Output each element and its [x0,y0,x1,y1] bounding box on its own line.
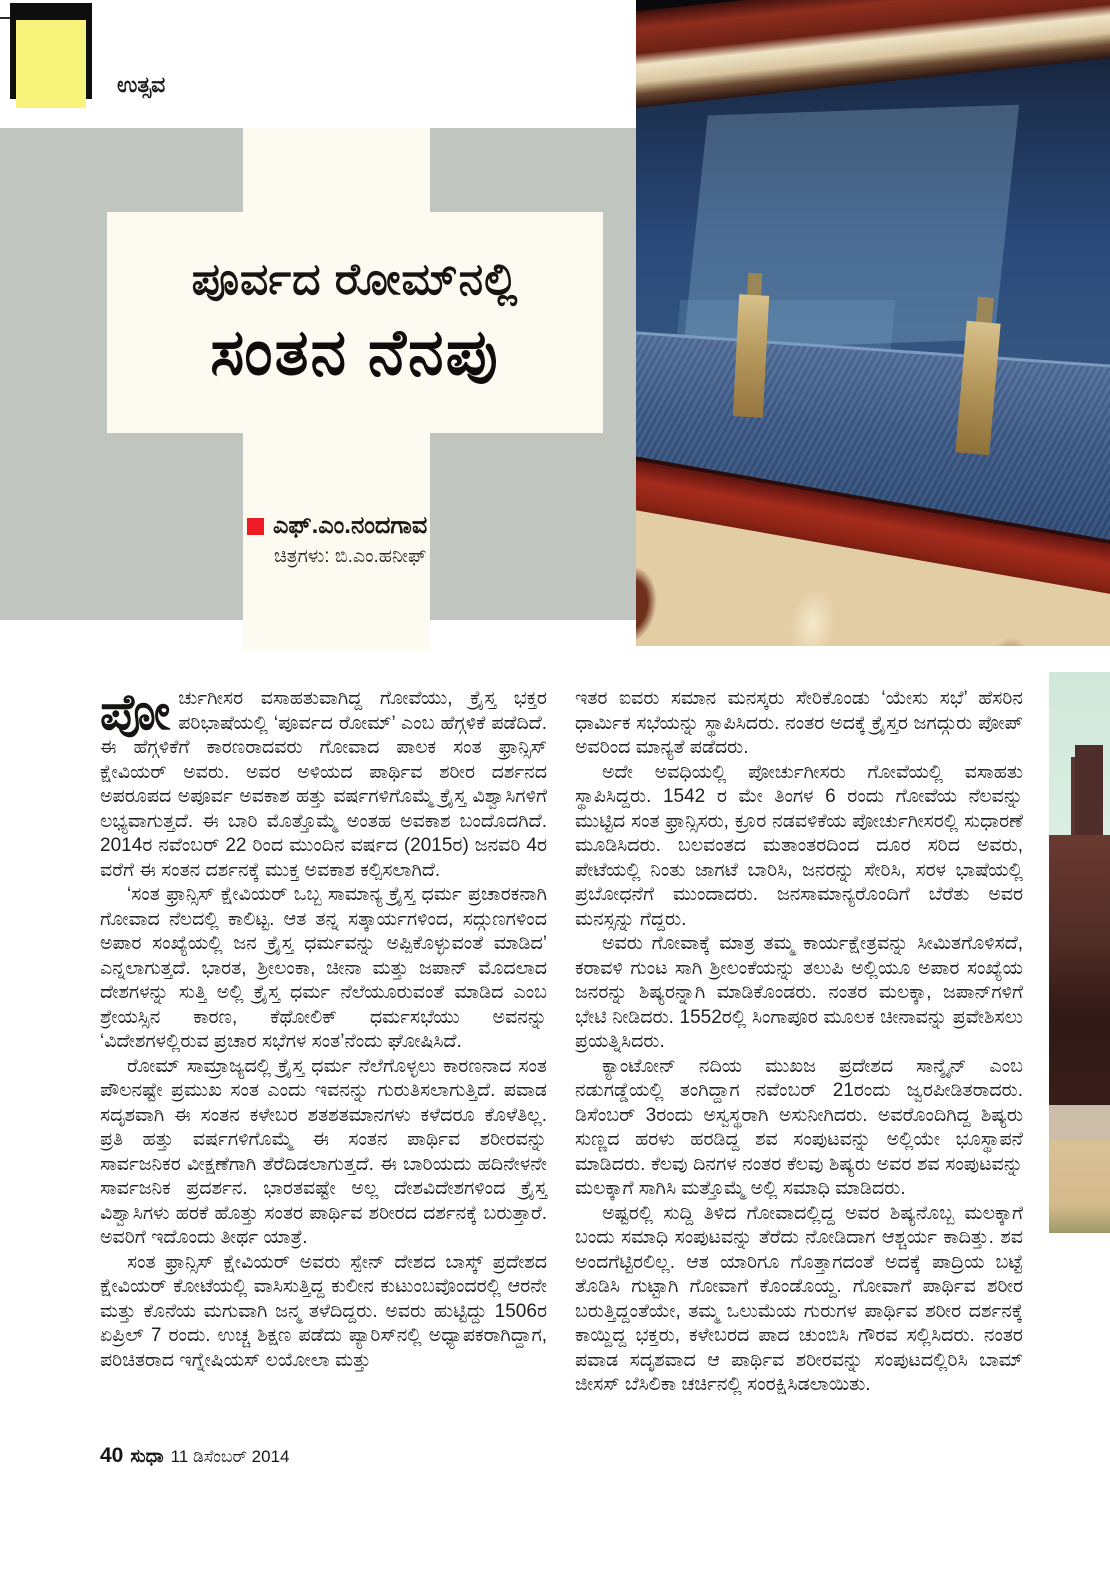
page-footer [100,1444,290,1468]
byline-block [247,512,507,568]
brass-clasp-left [733,294,769,417]
paragraph [100,684,547,883]
photo-credit: ಚಿತ್ರಗಳು: ಬಿ.ಎಂ.ಹನೀಫ್ [274,546,427,567]
paragraph: ‘ಸಂತ ಫ್ರಾನ್ಸಿಸ್ ಕ್ಷೇವಿಯರ್ ಒಬ್ಬ ಸಾಮಾನ್ಯ ಕ್ರೈಸ್ತ ಧರ್ಮ ಪ್ರಚಾರಕನಾಗಿ ಗೋವಾದ ನೆಲದಲ್ಲಿ ಕಾಲಿಟ್ಟ. ಆತ ತನ್ನ ಸತ್ಕಾರ್ಯಗಳಿಂದ, ಸದ್ಗುಣಗಳಿಂದ ಅಪಾರ ಸಂಖ್ಯೆಯಲ್ಲಿ ಜನ ಕ್ರೈಸ್ತ ಧರ್ಮವನ್ನು ಅಪ್ಪಿಕೊಳ್ಳುವಂತೆ ಮಾಡಿದ’ ಎನ್ನಲಾಗುತ್ತದೆ. ಭಾರತ, ಶ್ರೀಲಂಕಾ, ಚೀನಾ ಮತ್ತು ಜಪಾನ್ ಮೊದಲಾದ ದೇಶಗಳನ್ನು ಸುತ್ತಿ ಅಲ್ಲಿ ಕ್ರೈಸ್ತ ಧರ್ಮ ನೆಲೆಯೂರುವಂತೆ ಮಾಡಿದ ಎಂಬ ಶ್ರೇಯಸ್ಸಿನ ಕಾರಣ, ಕೆಥೋಲಿಕ್ ಧರ್ಮಸಭೆಯು ಅವನನ್ನು ‘ವಿದೇಶಗಳಲ್ಲಿರುವ ಪ್ರಚಾರ ಸಭೆಗಳ ಸಂತ’ನೆಂದು ಘೋಷಿಸಿದೆ. [100,884,547,1052]
main-photo-casket [636,0,1110,646]
author-name: ಎಫ್.ಎಂ.ನಂದಗಾವ [273,512,428,539]
side-photo-church-strip [1049,672,1110,1233]
article-title-line1: ಪೂರ್ವದ ರೋಮ್‌ನಲ್ಲಿ [191,255,519,304]
paragraph: ಅಷ್ಟರಲ್ಲಿ ಸುದ್ದಿ ತಿಳಿದ ಗೋವಾದಲ್ಲಿದ್ದ ಅವರ ಶಿಷ್ಯನೊಬ್ಬ ಮಲಕ್ಕಾಗೆ ಬಂದು ಸಮಾಧಿ ಸಂಪುಟವನ್ನು ತೆರೆದು ನೋಡಿದಾಗ ಆಶ್ಚರ್ಯ ಕಾದಿತ್ತು. ಶವ ಅಂದಗೆಟ್ಟಿರಲಿಲ್ಲ. ಆತ ಯಾರಿಗೂ ಗೊತ್ತಾಗದಂತೆ ಅದಕ್ಕೆ ಪಾದ್ರಿಯ ಬಟ್ಟೆ ತೊಡಿಸಿ ಗುಟ್ಟಾಗಿ ಗೋವಾಗೆ ಕೊಂಡೊಯ್ದ. ಗೋವಾಗೆ ಪಾರ್ಥಿವ ಶರೀರ ಬರುತ್ತಿದ್ದಂತೆಯೇ, ತಮ್ಮ ಒಲುಮೆಯ ಗುರುಗಳ ಪಾರ್ಥಿವ ಶರೀರ ದರ್ಶನಕ್ಕೆ ಕಾಯ್ದಿದ್ದ ಭಕ್ತರು, ಕಳೇಬರದ ಪಾದ ಚುಂಬಿಸಿ ಗೌರವ ಸಲ್ಲಿಸಿದರು. ನಂತರ ಪವಾಡ ಸದೃಶವಾದ ಆ ಪಾರ್ಥಿವ ಶರೀರವನ್ನು ಸಂಪುಟದಲ್ಲಿರಿಸಿ ಬಾಮ್ ಜೀಸಸ್ ಬೆಸಿಲಿಕಾ ಚರ್ಚಿನಲ್ಲಿ ಸಂರಕ್ಷಿಸಿಡಲಾಯಿತು. [575,1202,1023,1395]
yellow-square-decoration [16,20,86,108]
paragraph-text: ರ್ಚುಗೀಸರ ವಸಾಹತುವಾಗಿದ್ದ ಗೋವೆಯು, ಕ್ರೈಸ್ತ ಭಕ್ತರ ಪರಿಭಾಷೆಯಲ್ಲಿ ‘ಪೂರ್ವದ ರೋಮ್’ ಎಂಬ ಹೆಗ್ಗಳಿಕೆ ಪಡೆದಿದೆ. ಈ ಹೆಗ್ಗಳಿಕೆಗೆ ಕಾರಣರಾದವರು ಗೋವಾದ ಪಾಲಕ ಸಂತ ಫ್ರಾನ್ಸಿಸ್ ಕ್ಷೇವಿಯರ್ ಅವರು. ಅವರ ಅಳಿಯದ ಪಾರ್ಥಿವ ಶರೀರ ದರ್ಶನದ ಅಪರೂಪದ ಅಪೂರ್ವ ಅವಕಾಶ ಹತ್ತು ವರ್ಷಗಳಿಗೊಮ್ಮೆ ಕ್ರೈಸ್ತ ವಿಶ್ವಾಸಿಗಳಿಗೆ ಲಭ್ಯವಾಗುತ್ತದೆ. ಈ ಬಾರಿ ಮೊತ್ತೊಮ್ಮೆ ಅಂತಹ ಅವಕಾಶ ಬಂದೊದಗಿದೆ. 2014ರ ನವೆಂಬರ್ 22 ರಿಂದ ಮುಂದಿನ ವರ್ಷದ (2015ರ) ಜನವರಿ 4ರ ವರೆಗೆ ಈ ಸಂತನ ದರ್ಶನಕ್ಕೆ ಮುಕ್ತ ಅವಕಾಶ ಕಲ್ಪಿಸಲಾಗಿದೆ. [100,688,547,881]
paragraph: ಸಂತ ಫ್ರಾನ್ಸಿಸ್ ಕ್ಷೇವಿಯರ್ ಅವರು ಸ್ಪೇನ್ ದೇಶದ ಬಾಸ್ಕ್ ಪ್ರದೇಶದ ಕ್ಷೇವಿಯರ್ ಕೋಟೆಯಲ್ಲಿ ವಾಸಿಸುತ್ತಿದ್ದ ಕುಲೀನ ಕುಟುಂಬವೊಂದರಲ್ಲಿ ಆರನೇ ಮತ್ತು ಕೊನೆಯ ಮಗುವಾಗಿ ಜನ್ಮ ತಳೆದಿದ್ದರು. ಅವರು ಹುಟ್ಟಿದ್ದು 1506ರ ಏಪ್ರಿಲ್ 7 ರಂದು. ಉಚ್ಚ ಶಿಕ್ಷಣ ಪಡೆದು ಪ್ಯಾರಿಸ್‌ನಲ್ಲಿ ಅಧ್ಯಾಪಕರಾಗಿದ್ದಾಗ, ಪರಿಚಿತರಾದ ಇಗ್ನೇಷಿಯಸ್ ಲಯೋಲಾ ಮತ್ತು [100,1251,547,1371]
page-number: 40 [100,1444,124,1467]
magazine-name: ಸುಧಾ [130,1446,164,1466]
article-title-line2: ಸಂತನ ನೆನಪು [210,316,500,388]
church-facade [1049,835,1110,1105]
red-square-bullet-icon [247,518,264,535]
paragraph: ಅದೇ ಅವಧಿಯಲ್ಲಿ ಪೋರ್ಚುಗೀಸರು ಗೋವೆಯಲ್ಲಿ ವಸಾಹತು ಸ್ಥಾಪಿಸಿದ್ದರು. 1542 ರ ಮೇ ತಿಂಗಳ 6 ರಂದು ಗೋವೆಯ ನೆಲವನ್ನು ಮುಟ್ಟಿದ ಸಂತ ಫ್ರಾನ್ಸಿಸರು, ಕ್ರೂರ ನಡವಳಿಕೆಯ ಪೋರ್ಚುಗೀಸರಲ್ಲಿ ಸುಧಾರಣೆ ಮೂಡಿಸಿದರು. ಬಲವಂತದ ಮತಾಂತರದಿಂದ ದೂರ ಸರಿದ ಅವರು, ಪೇಟೆಯಲ್ಲಿ ನಿಂತು ಜಾಗಟೆ ಬಾರಿಸಿ, ಜನರನ್ನು ಸೇರಿಸಿ, ಸರಳ ಭಾಷೆಯಲ್ಲಿ ಪ್ರಬೋಧನೆಗೆ ಮುಂದಾದರು. ಜನಸಾಮಾನ್ಯರೊಂದಿಗೆ ಬೆರೆತು ಅವರ ಮನಸ್ಸನ್ನು ಗೆದ್ದರು. [575,761,1023,930]
paragraph: ಇತರ ಐವರು ಸಮಾನ ಮನಸ್ಕರು ಸೇರಿಕೊಂಡು ‘ಯೇಸು ಸಭೆ’ ಹೆಸರಿನ ಧಾರ್ಮಿಕ ಸಭೆಯನ್ನು ಸ್ಥಾಪಿಸಿದರು. ನಂತರ ಅದಕ್ಕೆ ಕ್ರೈಸ್ತರ ಜಗದ್ಗುರು ಪೋಪ್ ಅವರಿಂದ ಮಾನ್ಯತೆ ಪಡೆದರು. [575,688,1023,758]
article-column-right [575,687,1023,1433]
article-column-left [100,684,547,1433]
title-box [107,212,603,433]
church-tower [1075,745,1103,841]
church-road [1049,1105,1110,1140]
section-kicker: ಉತ್ಸವ [117,72,166,97]
wood-beam-top [636,0,1110,109]
drop-cap: ಪೋ [100,684,171,740]
paragraph: ಕ್ಯಾಂಟೋನ್ ನದಿಯ ಮುಖಜ ಪ್ರದೇಶದ ಸಾನ್ಶೈನ್ ಎಂಬ ನಡುಗಡ್ಡೆಯಲ್ಲಿ ತಂಗಿದ್ದಾಗ ನವೆಂಬರ್ 21ರಂದು ಜ್ವರಪೀಡಿತರಾದರು. ಡಿಸೆಂಬರ್ 3ರಂದು ಅಸ್ವಸ್ಥರಾಗಿ ಅಸುನೀಗಿದರು. ಅವರೊಂದಿಗಿದ್ದ ಶಿಷ್ಯರು ಸುಣ್ಣದ ಹರಳು ಹರಡಿದ್ದ ಶವ ಸಂಪುಟವನ್ನು ಅಲ್ಲಿಯೇ ಭೂಸ್ಥಾಪನೆ ಮಾಡಿದರು. ಕೆಲವು ದಿನಗಳ ನಂತರ ಕೆಲವು ಶಿಷ್ಯರು ಅವರ ಶವ ಸಂಪುಟವನ್ನು ಮಲಕ್ಕಾಗೆ ಸಾಗಿಸಿ ಮತ್ತೊಮ್ಮೆ ಅಲ್ಲಿ ಸಮಾಧಿ ಮಾಡಿದರು. [575,1055,1023,1199]
church-foreground-sand [1049,1140,1110,1233]
paragraph: ಅವರು ಗೋವಾಕ್ಕೆ ಮಾತ್ರ ತಮ್ಮ ಕಾರ್ಯಕ್ಷೇತ್ರವನ್ನು ಸೀಮಿತಗೊಳಿಸದೆ, ಕರಾವಳಿ ಗುಂಟ ಸಾಗಿ ಶ್ರೀಲಂಕೆಯನ್ನು ತಲುಪಿ ಅಲ್ಲಿಯೂ ಅಪಾರ ಸಂಖ್ಯೆಯ ಜನರನ್ನು ಶಿಷ್ಯರನ್ನಾಗಿ ಮಾಡಿಕೊಂಡರು. ನಂತರ ಮಲಕ್ಕಾ, ಜಪಾನ್‌ಗಳಿಗೆ ಭೇಟಿ ನೀಡಿದರು. 1552ರಲ್ಲಿ ಸಿಂಗಾಪೂರ ಮೂಲಕ ಚೀನಾವನ್ನು ಪ್ರವೇಶಿಸಲು ಪ್ರಯತ್ನಿಸಿದರು. [575,933,1023,1052]
paragraph: ರೋಮ್ ಸಾಮ್ರಾಜ್ಯದಲ್ಲಿ ಕ್ರೈಸ್ತ ಧರ್ಮ ನೆಲೆಗೊಳ್ಳಲು ಕಾರಣನಾದ ಸಂತ ಪೌಲನಷ್ಟೇ ಪ್ರಮುಖ ಸಂತ ಎಂದು ಇವನನ್ನು ಗುರುತಿಸಲಾಗುತ್ತಿದೆ. ಪವಾಡ ಸದೃಶವಾಗಿ ಈ ಸಂತನ ಕಳೇಬರ ಶತಶತಮಾನಗಳು ಕಳೆದರೂ ಕೊಳೆತಿಲ್ಲ. ಪ್ರತಿ ಹತ್ತು ವರ್ಷಗಳಿಗೊಮ್ಮೆ ಈ ಸಂತನ ಪಾರ್ಥಿವ ಶರೀರವನ್ನು ಸಾರ್ವಜನಿಕರ ವೀಕ್ಷಣೆಗಾಗಿ ತೆರೆದಿಡಲಾಗುತ್ತದೆ. ಈ ಬಾರಿಯದು ಹದಿನೇಳನೇ ಸಾರ್ವಜನಿಕ ಪ್ರದರ್ಶನ. ಭಾರತವಷ್ಟೇ ಅಲ್ಲ ದೇಶವಿದೇಶಗಳಿಂದ ಕ್ರೈಸ್ತ ವಿಶ್ವಾಸಿಗಳು ಹರಕೆ ಹೊತ್ತು ಸಂತರ ಪಾರ್ಥಿವ ಶರೀರದ ದರ್ಶನಕ್ಕೆ ಬರುತ್ತಾರೆ. ಅವರಿಗೆ ಇದೊಂದು ತೀರ್ಥ ಯಾತ್ರೆ. [100,1055,547,1248]
issue-date: 11 ಡಿಸೆಂಬರ್ 2014 [170,1447,290,1466]
